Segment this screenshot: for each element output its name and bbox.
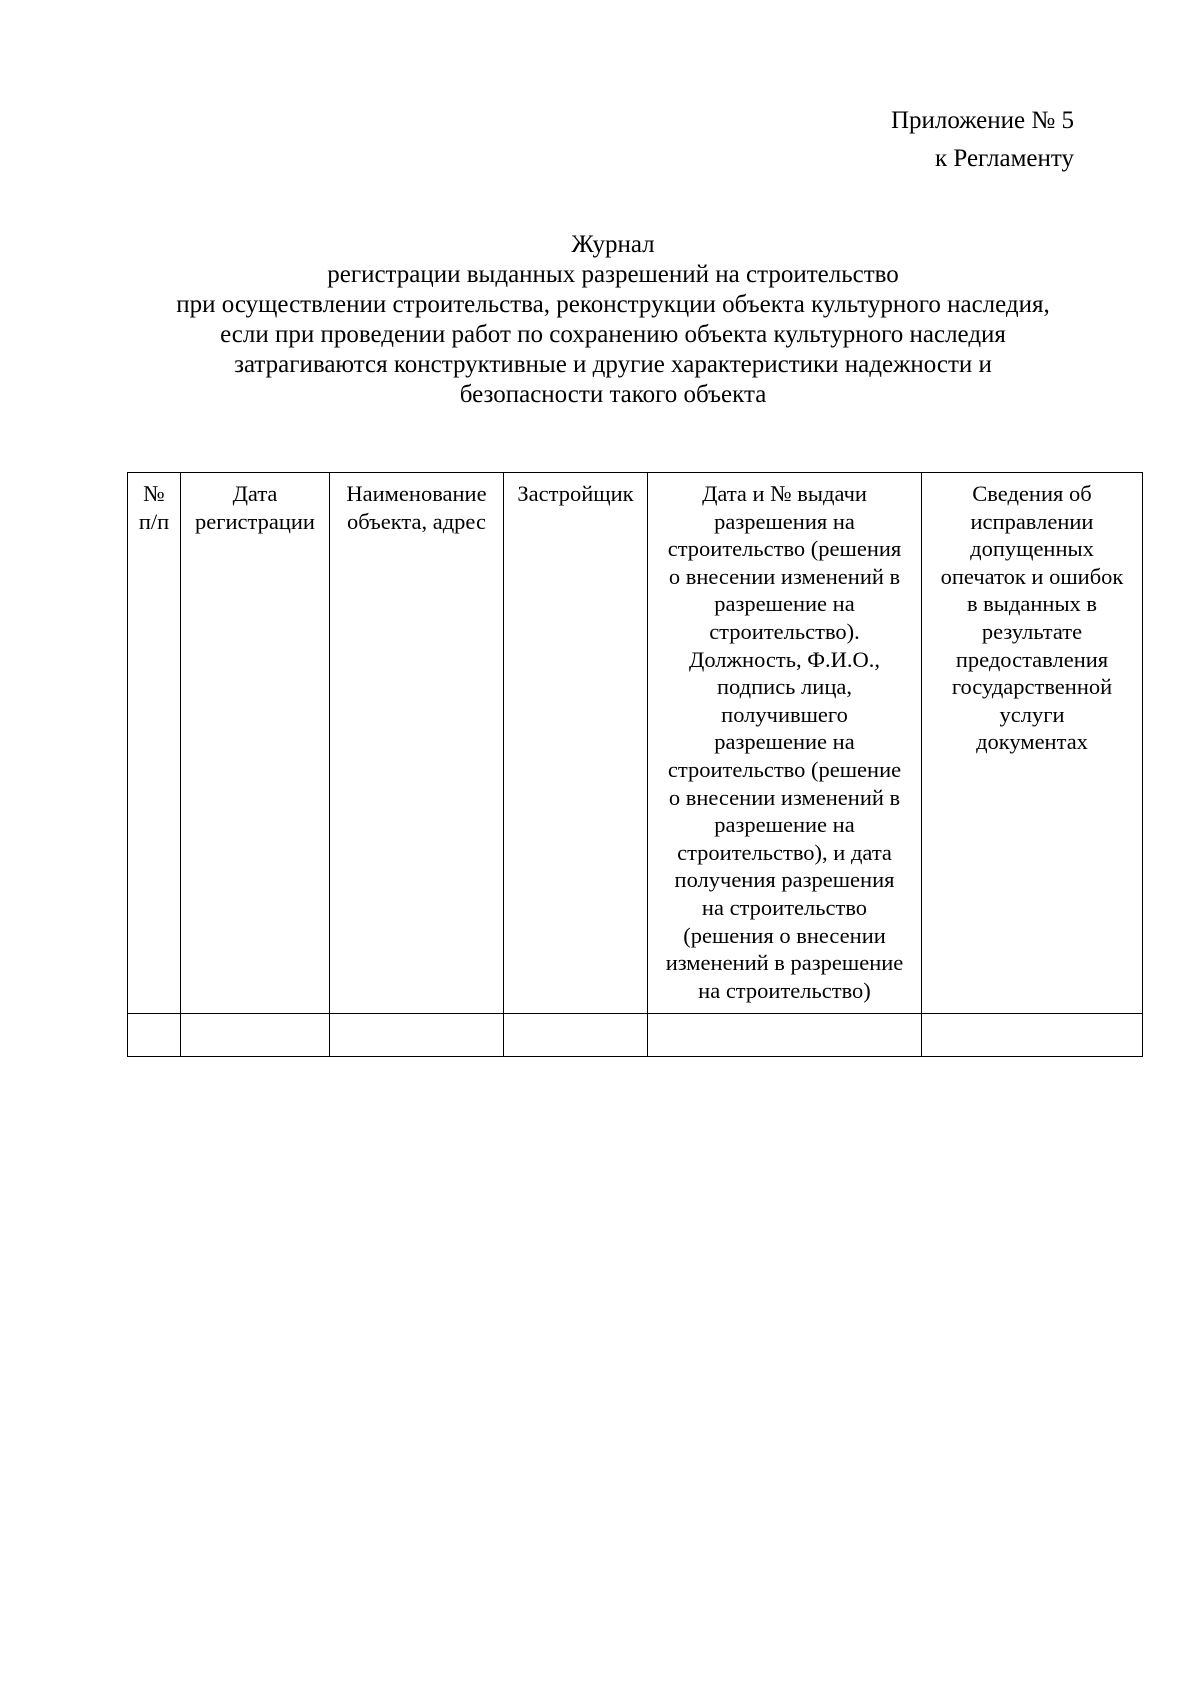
table-cell [922, 1014, 1143, 1057]
appendix-number: Приложение № 5 [890, 107, 1074, 134]
column-header-line: Должность, Ф.И.О., [688, 646, 881, 672]
column-header-line: строительство). [709, 618, 860, 644]
column-header-line: результате [981, 618, 1083, 644]
table-cell [504, 1014, 648, 1057]
column-header-line: № [143, 481, 165, 506]
journal-subtitle-line: если при проведении работ по сохранению объекта культурного наследия [220, 321, 1006, 348]
column-header-number [128, 473, 181, 1014]
column-header-line: разрешение на [714, 812, 855, 838]
table-cell [181, 1014, 330, 1057]
journal-title: Журнал [571, 231, 655, 258]
column-header-registration-date [181, 473, 330, 1014]
journal-subtitle-line: регистрации выданных разрешений на строительство [327, 261, 899, 288]
journal-heading [0, 230, 1200, 410]
column-header-line: получения разрешения [674, 867, 895, 893]
column-header-line: разрешение на [714, 591, 855, 617]
column-header-line: строительство (решения [667, 536, 902, 562]
table-cell [128, 1014, 181, 1057]
column-header-line: Наименование [346, 481, 487, 506]
column-header-line: допущенных [970, 536, 1094, 562]
column-header-line: разрешения на [714, 508, 855, 534]
column-header-line: опечаток и ошибок [940, 563, 1124, 589]
column-header-line: о внесении изменений в [668, 784, 901, 810]
table-header-row [128, 473, 1143, 1014]
column-header-line: исправлении [970, 508, 1094, 534]
table-row [128, 1014, 1143, 1057]
appendix-reference [891, 102, 1074, 178]
column-header-line: в выданных в [966, 591, 1098, 617]
column-header-line: на строительство) [698, 977, 871, 1003]
table-cell [648, 1014, 922, 1057]
column-header-line: документах [976, 729, 1088, 755]
column-header-line: Дата [232, 481, 278, 506]
column-header-line: объекта, адрес [347, 508, 486, 534]
column-header-line: разрешение на [714, 729, 855, 755]
column-header-line: регистрации [195, 508, 315, 534]
column-header-object-name-address [330, 473, 504, 1014]
journal-table [127, 472, 1143, 1057]
journal-subtitle-line: безопасности такого объекта [459, 381, 767, 408]
appendix-regulation: к Регламенту [934, 145, 1074, 172]
column-header-line: о внесении изменений в [668, 563, 901, 589]
column-header-line: (решения о внесении [683, 922, 886, 948]
table-cell [330, 1014, 504, 1057]
column-header-line: Сведения об [972, 481, 1092, 506]
column-header-line: изменений в разрешение [665, 950, 904, 976]
column-header-line: на строительство [701, 894, 868, 920]
column-header-permit-issue-details [648, 473, 922, 1014]
column-header-line: государственной [951, 674, 1113, 700]
column-header-line: Дата и № выдачи [702, 481, 867, 506]
journal-subtitle-line: затрагиваются конструктивные и другие характеристики надежности и [234, 351, 992, 378]
column-header-line: получившего [721, 701, 848, 727]
column-header-line: строительство (решение [667, 756, 902, 782]
column-header-line: предоставления [955, 646, 1109, 672]
column-header-line: услуги [999, 701, 1065, 727]
column-header-line: строительство), и дата [677, 839, 892, 865]
journal-subtitle-line: при осуществлении строительства, реконструкции объекта культурного наследия, [176, 291, 1050, 318]
column-header-corrections-info [922, 473, 1143, 1014]
column-header-line: п/п [138, 508, 170, 534]
column-header-line: Застройщик [517, 481, 634, 506]
column-header-developer [504, 473, 648, 1014]
column-header-line: подпись лица, [717, 674, 852, 700]
